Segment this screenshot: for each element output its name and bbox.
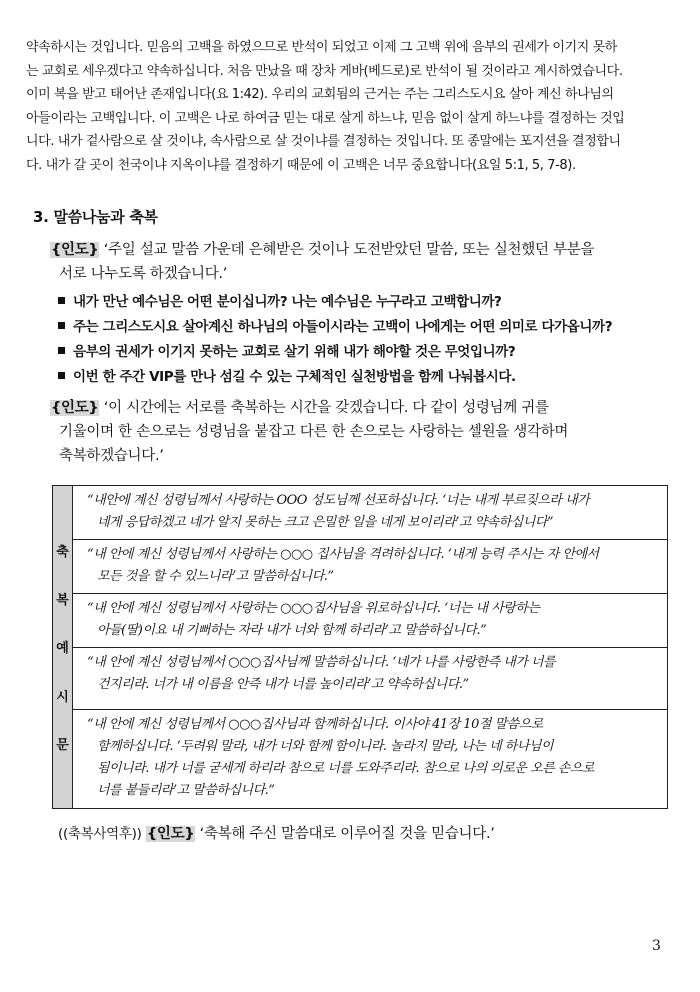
guide-text: ‘이 시간에는 서로를 축복하는 시간을 갖겠습니다. 다 같이 성령님께 귀를 (103, 400, 549, 416)
side-char: 시 (56, 689, 69, 705)
blessing-row (73, 594, 667, 648)
blessing-line: “내 안에 계신 성령님께서 사랑하는 ○○○ 집사님을 격려하십니다. ‘내게 능력 주시는 자 안에서 (87, 547, 599, 562)
blessing-line: 네게 응답하겠고 네가 알지 못하는 크고 은밀한 일을 네게 보이리라’고 약속하십니다” (97, 515, 554, 530)
question-text: 내가 만난 예수님은 어떤 분이십니까? 나는 예수님은 누구라고 고백합니까? (73, 294, 502, 310)
blessing-line: 됨이니라. 내가 너를 굳세게 하리라 참으로 너를 도와주리라. 참으로 나의 의로운 오른 손으로 (97, 761, 594, 776)
question-item (58, 365, 678, 390)
blessing-line: “내 안에 계신 성령님께서 ○○○집사님과 함께하십니다. 이사야 41장 10절 말씀으로 (87, 717, 543, 732)
blessing-line: 너를 붙들리라’고 말씀하십니다.” (97, 783, 275, 798)
square-bullet-icon (58, 297, 65, 304)
guide-sharing (50, 238, 670, 286)
section-title: 3. 말씀나눔과 축복 (33, 208, 158, 226)
square-bullet-icon (58, 322, 65, 329)
intro-line: 약속하시는 것입니다. 믿음의 고백을 하였으므로 반석이 되었고 이제 그 고백 위에 음부의 권세가 이기지 못하 (26, 40, 617, 55)
blessing-line: “내안에 계신 성령님께서 사랑하는 OOO 성도님께 선포하십니다. ‘너는 내게 부르짖으라 내가 (87, 493, 590, 508)
question-item (58, 315, 678, 340)
blessing-line: 건지리라. 너가 내 이름을 안즉 내가 너를 높이리라’고 약속하십니다.” (97, 677, 469, 692)
intro-line: 이미 복을 받고 태어난 존재입니다(요 1:42). 우리의 교회됨의 근거는 주는 그리스도시요 살아 계신 하나님의 (26, 87, 614, 102)
blessing-line: 함께하십니다. ‘두려워 말라, 내가 너와 함께 함이니라. 놀라지 말라, 나는 네 하나님이 (97, 739, 554, 754)
blessing-examples-box (52, 485, 668, 809)
side-char: 문 (56, 738, 69, 754)
intro-line: 는 교회로 세우겠다고 약속하십니다. 처음 만났을 때 장차 게바(베드로)로 반석이 될 것이라고 계시하였습니다. (26, 63, 623, 79)
intro-line: 니다. 내가 겉사람으로 살 것이냐, 속사람으로 살 것이냐를 결정하는 것입니다. 또 종말에는 포지션을 결정합니 (26, 134, 621, 149)
blessing-rows (73, 486, 667, 808)
blessing-side-label (53, 486, 73, 808)
blessing-line: “내 안에 계신 성령님께서 ○○○집사님께 말씀하십니다. ‘네가 나를 사랑한즉 내가 너를 (87, 655, 556, 670)
side-char: 복 (56, 593, 69, 609)
guide-blessing (50, 396, 670, 468)
side-char: 축 (56, 544, 69, 560)
square-bullet-icon (58, 347, 65, 354)
blessing-line: 아들(딸)이요 내 기뻐하는 자라 내가 너와 함께 하리라’고 말씀하십니다.” (97, 623, 487, 638)
side-char: 예 (56, 641, 69, 657)
blessing-line: “내 안에 계신 성령님께서 사랑하는 ○○○집사님을 위로하십니다. ‘너는 내 사랑하는 (87, 601, 540, 616)
guide-tag: {인도} (51, 400, 99, 416)
guide-line: 서로 나누도록 하겠습니다.’ (59, 266, 228, 282)
page-number: 3 (652, 938, 661, 954)
closing-prefix: ((축복사역후)) (58, 826, 142, 842)
question-item (58, 290, 678, 315)
intro-paragraph (26, 36, 674, 177)
question-text: 주는 그리스도시요 살아계신 하나님의 아들이시라는 고백이 나에게는 어떤 의미로 다가옵니까? (73, 319, 613, 335)
question-text: 음부의 권세가 이기지 못하는 교회로 살기 위해 내가 해야할 것은 무엇입니까? (73, 344, 516, 360)
guide-line: 축복하겠습니다.’ (59, 448, 164, 464)
guide-tag: {인도} (51, 242, 99, 258)
closing-text: ‘축복해 주신 말씀대로 이루어질 것을 믿습니다.’ (199, 826, 495, 842)
blessing-row (73, 540, 667, 594)
question-item (58, 340, 678, 365)
blessing-line: 모든 것을 할 수 있느니라’고 말씀하십니다.” (97, 569, 334, 584)
closing-line (58, 822, 495, 843)
guide-line (50, 396, 670, 420)
intro-line: 다. 내가 갈 곳이 천국이냐 지옥이냐를 결정하기 때문에 이 고백은 너무 중요합니다(요일 5:1, 5, 7-8). (26, 157, 576, 173)
blessing-row (73, 486, 667, 540)
blessing-row (73, 710, 667, 808)
square-bullet-icon (58, 372, 65, 379)
discussion-questions (58, 290, 678, 390)
intro-line: 아들이라는 고백입니다. 이 고백은 나로 하여금 믿는 대로 살게 하느냐, 믿음 없이 살게 하느냐를 결정하는 것입 (26, 110, 625, 126)
guide-line: 기울이며 한 손으로는 성령님을 붙잡고 다른 한 손으로는 사랑하는 셀원을 생각하며 (59, 424, 569, 440)
guide-text: ‘주일 설교 말씀 가운데 은혜받은 것이나 도전받았던 말씀, 또는 실천했던 부분을 (103, 242, 595, 258)
guide-line (50, 238, 670, 262)
blessing-row (73, 648, 667, 710)
question-text: 이번 한 주간 VIP를 만나 섬길 수 있는 구체적인 실천방법을 함께 나눠봅시다. (73, 369, 516, 385)
guide-tag: {인도} (146, 826, 195, 842)
